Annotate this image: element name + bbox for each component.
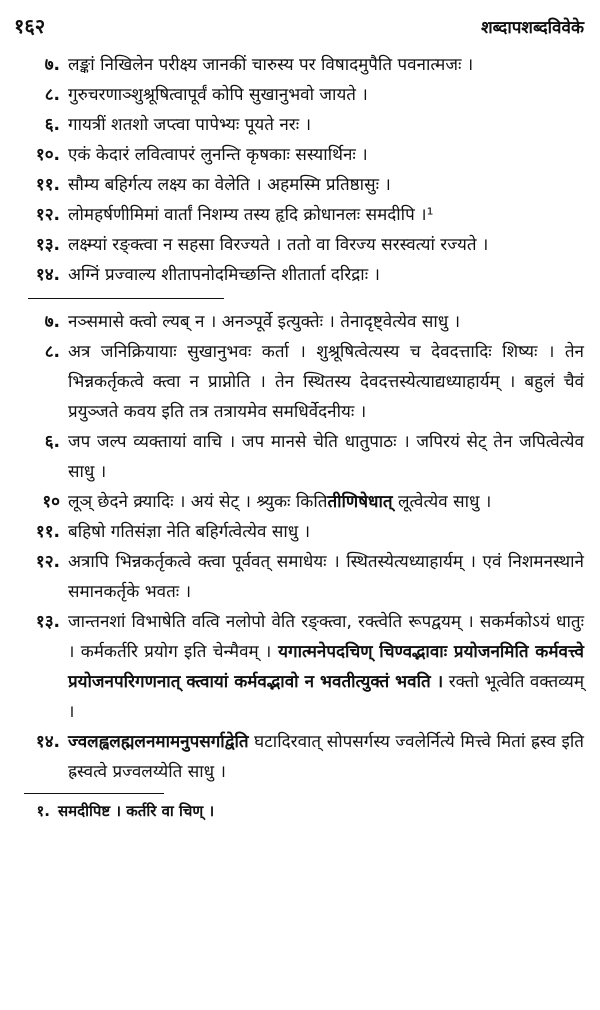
note-item [14, 547, 584, 607]
running-title: शब्दापशब्दविवेके [481, 18, 584, 38]
note-item [14, 427, 584, 487]
note-item-number: ११. [35, 522, 60, 542]
exercise-item-text-part: लक्ष्म्यां रङ्क्त्वा न सहसा विरज्यते । ततो वा विरज्य सरस्वत्यां रज्यते । [68, 235, 489, 255]
page-header [14, 12, 584, 42]
exercise-item-text-part: गायत्रीं शतशो जप्त्वा पापेभ्यः पूयते नरः । [68, 115, 312, 135]
note-item-bold-part: यगात्मनेपदचिण् चिण्वद्भावाः प्रयोजनमिति कर्मवत्त्वे प्रयोजनपरिगणनात् क्त्वायां कर्मवद्भावो न भवतीत्युक्तं भवति । [68, 642, 584, 692]
exercise-item-text [68, 230, 584, 260]
note-item-text-part: रक्तो भूत्वेति वक्तव्यम् । [68, 672, 584, 722]
note-item [14, 487, 584, 517]
footnote-number: १. [36, 802, 50, 820]
section-divider [28, 298, 224, 299]
exercise-item [14, 110, 584, 140]
note-item-text [68, 517, 584, 547]
exercise-item-number: ११. [35, 175, 60, 195]
exercise-item-text [68, 170, 584, 200]
note-item-text-part: जप जल्प व्यक्तायां वाचि । जप मानसे चेति धातुपाठः । जपिरयं सेट् तेन जपित्वेत्येव साधु । [68, 432, 584, 482]
exercise-item-text [68, 140, 584, 170]
exercise-item-number: ६. [44, 115, 60, 135]
note-item-text [68, 547, 584, 607]
exercise-item-text [68, 80, 584, 110]
exercise-item-text [68, 110, 584, 140]
exercise-item [14, 200, 584, 230]
note-item-bold-part: ज्वलह्वलह्मलनमामनुपसर्गाद्वेति [68, 732, 249, 752]
note-item-bold-part: तीणिषेधात् [327, 492, 393, 512]
note-item-number: ७. [44, 312, 60, 332]
exercise-item [14, 230, 584, 260]
exercise-item-text-part: लङ्कां निखिलेन परीक्ष्य जानकीं चारुस्य पर विषादमुपैति पवनात्मजः । [68, 55, 474, 75]
note-item-text-part: नञ्समासे क्त्वो ल्यब् न । अनञ्पूर्वे इत्युक्तेः । तेनादृष्ट्वेत्येव साधु । [68, 312, 461, 332]
note-item-text-part: अत्रापि भिन्नकर्तृकत्वे क्त्वा पूर्ववत् समाधेयः । स्थितस्येत्यध्याहार्यम् । एवं निशमनस्थाने समानकर्तृके भवतः । [68, 552, 584, 602]
note-item-number: १३. [35, 612, 60, 632]
footnote-text: समदीपिष्ट । कर्तरि वा चिण् । [58, 802, 215, 820]
note-item-number: १० [42, 492, 60, 512]
note-item [14, 517, 584, 547]
note-item-text [68, 337, 584, 427]
note-item-text [68, 427, 584, 487]
note-item-text [68, 487, 584, 517]
exercise-item [14, 260, 584, 290]
note-item-number: १४. [35, 732, 60, 752]
note-item-text [68, 307, 584, 337]
note-item [14, 307, 584, 337]
footnote [14, 798, 584, 824]
exercise-item-number: ७. [44, 55, 60, 75]
exercise-list [14, 50, 584, 290]
exercise-item-text [68, 50, 584, 80]
exercise-item-text-part: एकं केदारं लवित्वापरं लुनन्ति कृषकाः सस्यार्थिनः । [68, 145, 368, 165]
note-item-text [68, 727, 584, 787]
exercise-item-text-part: गुरुचरणाञ्शुश्रूषित्वापूर्वं कोपि सुखानुभवो जायते । [68, 85, 368, 105]
note-item [14, 337, 584, 427]
note-item [14, 607, 584, 727]
exercise-item-number: १३. [35, 235, 60, 255]
note-item-number: ६. [44, 432, 60, 452]
exercise-item-text-part: लोमहर्षणीमिमां वार्तां निशम्य तस्य हृदि क्रोधानलः समदीपि ।¹ [68, 205, 434, 225]
exercise-item-number: १०. [35, 145, 60, 165]
exercise-item-number: ८. [44, 85, 60, 105]
exercise-item-number: १२. [35, 205, 60, 225]
page-number: १६२ [14, 14, 46, 38]
exercise-item [14, 50, 584, 80]
exercise-item-number: १४. [35, 265, 60, 285]
exercise-item-text [68, 260, 584, 290]
exercise-item-text-part: अग्निं प्रज्वाल्य शीतापनोदमिच्छन्ति शीतार्ता दरिद्राः । [68, 265, 380, 285]
notes-list [14, 307, 584, 787]
exercise-item [14, 80, 584, 110]
note-item-text-part: अत्र जनिक्रियायाः सुखानुभवः कर्ता । शुश्रूषित्वेत्यस्य च देवदत्तादिः शिष्यः । तेन भिन्नकर्तृकत्वे क्त्वा न प्राप्नोति । तेन स्थितस्य देवदत्तस्येत्याद्यध्याहार्यम् । बहुलं चैवं प्रयुञ्जते कवय इति तत्र तत्रायमेव समधिर्वेदनीयः । [68, 342, 584, 422]
note-item-number: १२. [35, 552, 60, 572]
note-item-text [68, 607, 584, 727]
note-item-text-part: लूञ् छेदने क्र्यादिः । अयं सेट् । श्र्युकः किति [68, 492, 328, 512]
exercise-item [14, 140, 584, 170]
footnote-divider [24, 793, 164, 794]
exercise-item [14, 170, 584, 200]
exercise-item-text [68, 200, 584, 230]
note-item-text-part: जान्तनशां विभाषेति वत्वि नलोपो वेति रङ्क्त्वा, रक्त्वेति रूपद्वयम् । सकर्मकोऽयं धातुः । कर्मकर्तरि प्रयोग इति चेन्मैवम् । [68, 612, 584, 662]
exercise-item-text-part: सौम्य बहिर्गत्य लक्ष्य का वेलेति । अहमस्मि प्रतिष्ठासुः । [68, 175, 391, 195]
note-item [14, 727, 584, 787]
note-item-text-part: घटादिरवात् सोपसर्गस्य ज्वलेर्नित्ये मित्त्वे मितां ह्रस्व इति ह्रस्वत्वे प्रज्वलय्येति साधु । [68, 732, 584, 782]
note-item-text-part: लूत्वेत्येव साधु । [392, 492, 492, 512]
note-item-text-part: बहिषो गतिसंज्ञा नेति बहिर्गत्वेत्येव साधु । [68, 522, 311, 542]
note-item-number: ८. [44, 342, 60, 362]
